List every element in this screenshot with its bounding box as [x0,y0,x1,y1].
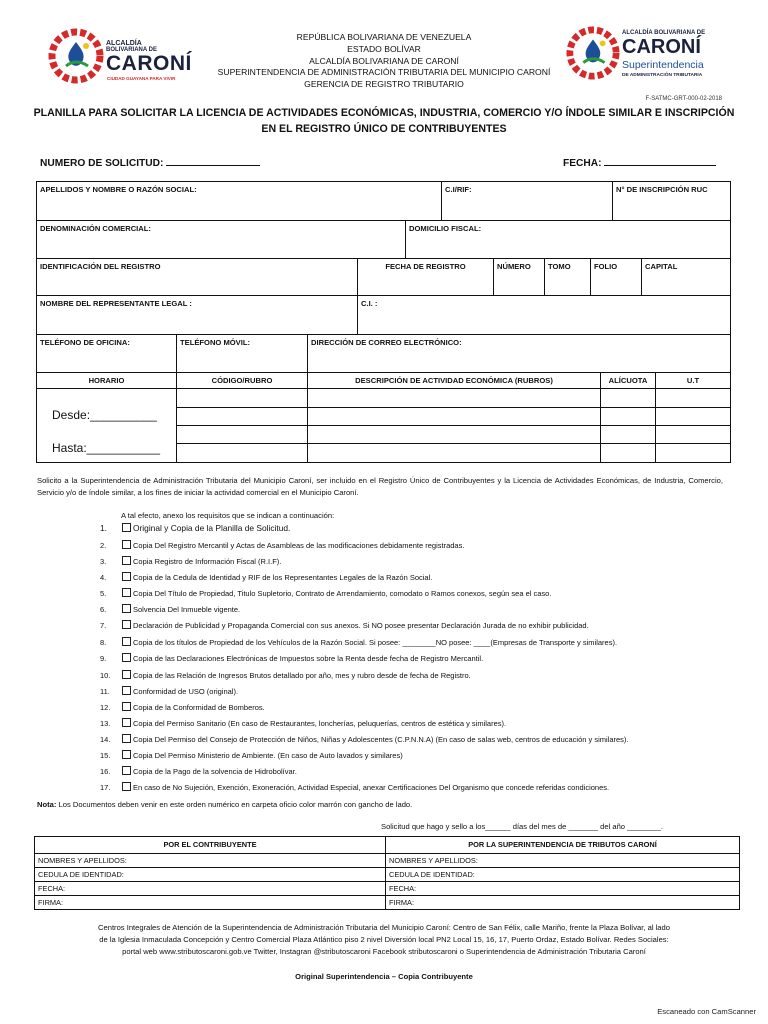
req-text: Declaración de Publicidad y Propaganda Comercial con sus anexos. Si NO posee presentar Declaración Jurada de no exhibir publicidad. [133,621,589,630]
superintendencia-header [385,836,740,854]
fecha-field[interactable] [604,155,716,166]
domicilio-field[interactable] [405,220,731,259]
checkbox[interactable] [122,588,131,597]
req-text: Original y Copia de la Planilla de Solicitud. [133,523,291,533]
checkbox[interactable] [122,766,131,775]
req-number: 11. [100,687,110,696]
logo-left-line2: BOLIVARIANA DE [106,47,157,53]
fecha-registro-field[interactable] [357,258,494,296]
cedula-label: CEDULA DE IDENTIDAD: [38,870,124,879]
scanner-watermark: Escaneado con CamScanner [657,1007,756,1016]
req-text: En caso de No Sujeción, Exención, Exoneración, Actividad Especial, anexar Certificaciones Del Organismo que concede referidas condiciones. [133,783,610,792]
representante-label: NOMBRE DEL REPRESENTANTE LEGAL : [40,299,192,308]
alicuota-label: ALÍCUOTA [608,376,648,385]
codigo-header [176,372,308,389]
req-text: Copia Del Permiso del Consejo de Protección de Niños, Niñas y Adolescentes (C.P.N.N.A) (En caso de salas web, centros de educación y similares). [133,735,629,744]
footer-line: de la Iglesia Inmaculada Concepción y Centro Comercial Plaza Atlántico piso 2 nivel Diversión local PN2 Local 15, 16, 17, Puerto Ordaz, Estado Bolívar. Redes Sociales: [99,934,669,944]
req-text: Copia Del Registro Mercantil y Actas de Asambleas de las modificaciones debidamente registradas. [133,541,465,550]
requirement-item [100,718,506,728]
req-text: Conformidad de USO (original). [133,687,239,696]
requirement-item [100,540,464,550]
req-text: Copia de la Pago de la solvencia de Hidrobolívar. [133,767,297,776]
req-text: Copia del Permiso Sanitario (En caso de Restaurantes, loncherías, peluquerías, centros de estética y similares). [133,719,507,728]
activity-row-1[interactable] [176,388,731,408]
checkbox[interactable] [122,637,131,646]
checkbox[interactable] [122,620,131,629]
original-copy-note: Original Superintendencia – Copia Contribuyente [295,972,473,981]
superintendencia-cedula-field[interactable] [385,867,740,882]
document-title [30,105,738,137]
req-number: 9. [100,654,107,663]
numero-solicitud [40,155,260,169]
requirement-item [100,653,483,663]
domicilio-label: DOMICILIO FISCAL: [409,224,482,233]
tomo-label: TOMO [548,262,571,271]
header-line: SUPERINTENDENCIA DE ADMINISTRACIÓN TRIBUTARIA DEL MUNICIPIO CARONÍ [217,67,551,78]
solicitud-line: Solicitud que hago y sello a los______ días del mes de _______ del año ________. [381,822,664,831]
req-number: 8. [100,638,107,647]
checkbox[interactable] [122,572,131,581]
fecha-registro-label: FECHA DE REGISTRO [385,262,466,271]
nota-text: Los Documentos deben venir en este orden numérico en carpeta oficio color marrón con gancho de lado. [56,800,413,809]
requirement-item [100,766,297,776]
requirement-item [100,604,240,614]
requirement-item [100,782,609,792]
document-code: F-SATMC-GRT-000-02-2018 [645,96,722,102]
numero-solicitud-field[interactable] [166,155,260,166]
checkbox[interactable] [122,523,131,532]
denominacion-field[interactable] [36,220,406,259]
activity-row-2[interactable] [176,407,731,426]
numero-label: NÚMERO [497,262,531,271]
req-number: 7. [100,621,107,630]
requirement-item [100,750,403,760]
apellidos-label: APELLIDOS Y NOMBRE O RAZÓN SOCIAL: [40,185,197,194]
contribuyente-fecha-field[interactable] [34,881,386,896]
superintendencia-fecha-field[interactable] [385,881,740,896]
contribuyente-header-label: POR EL CONTRIBUYENTE [163,840,257,849]
checkbox[interactable] [122,604,131,613]
req-text: Copia Del Título de Propiedad, Titulo Supletorio, Contrato de Arrendamiento, comodato o Ramos conexos, según sea el caso. [133,589,552,598]
ut-header [655,372,731,389]
req-number: 14. [100,735,111,744]
folio-field[interactable] [590,258,642,296]
logo-left-line1: ALCALDÍA [106,40,142,47]
superintendencia-header-label: POR LA SUPERINTENDENCIA DE TRIBUTOS CARONÍ [468,840,657,849]
hasta-field[interactable]: Hasta:___________ [52,441,161,455]
contribuyente-cedula-field[interactable] [34,867,386,882]
institution-header [190,32,578,91]
superintendencia-firma-field[interactable] [385,895,740,910]
checkbox[interactable] [122,670,131,679]
requirement-item [100,686,238,696]
checkbox[interactable] [122,686,131,695]
logo-left-line3: CARONÍ [106,52,192,75]
requirement-item [100,588,551,598]
req-number: 13. [100,719,111,728]
requisitos-intro: A tal efecto, anexo los requisitos que se indican a continuación: [121,511,335,520]
title-line: PLANILLA PARA SOLICITAR LA LICENCIA DE ACTIVIDADES ECONÓMICAS, INDUSTRIA, COMERCIO Y/O ÍNDOLE SIMILAR E INSCRIPCIÓN [33,107,735,119]
capital-label: CAPITAL [645,262,678,271]
title-line: EN EL REGISTRO ÚNICO DE CONTRIBUYENTES [261,123,507,135]
req-number: 5. [100,589,107,598]
req-number: 16. [100,767,111,776]
checkbox[interactable] [122,540,131,549]
req-number: 1. [100,523,107,533]
checkbox[interactable] [122,734,131,743]
requirement-item [100,637,617,647]
identificacion-field[interactable] [36,258,358,296]
apellidos-field[interactable] [36,181,442,221]
header-line: ALCALDÍA BOLIVARIANA DE CARONÍ [309,55,459,66]
req-number: 3. [100,557,107,566]
alcaldia-logo-left [48,28,198,86]
footer-line: Centros Integrales de Atención de la Superintendencia de Administración Tributaria del Municipio Caroní: Centro de San Félix, calle Mariño, frente la Plaza Bolívar, al lado [98,923,670,932]
codigo-label: CÓDIGO/RUBRO [211,376,273,385]
nombres-label: NOMBRES Y APELLIDOS: [38,856,127,865]
footer-line: portal web www.stributoscaroni.gob.ve Twitter, Instagran @stributoscaroni Facebook stributoscaroni o Superintendencia de Administración Tributaria Caroní [122,946,646,956]
numero-solicitud-label: NUMERO DE SOLICITUD: [40,158,164,169]
tomo-field[interactable] [544,258,591,296]
ci-rif-field[interactable] [441,181,613,221]
superintendencia-nombres-field[interactable] [385,853,740,868]
contribuyente-header [34,836,386,854]
descripcion-header [307,372,601,389]
representante-field[interactable] [36,295,358,335]
req-number: 6. [100,605,107,614]
requirement-item [100,670,471,680]
req-text: Copia de la Cedula de Identidad y RIF de los Representantes Legales de la Razón Social. [133,573,433,582]
activity-row-4[interactable] [176,443,731,463]
req-text: Copia de la Conformidad de Bomberos. [133,703,265,712]
req-text: Copia de las Relación de Ingresos Brutos detallado por año, mes y rubro desde de fecha de Registro. [133,671,471,680]
req-text: Copia de las Declaraciones Electrónicas de Impuestos sobre la Renta desde fecha de Registro Mercantil. [133,654,484,663]
requirement-item [100,734,629,744]
requirement-item [100,556,281,566]
logo-right-line1: ALCALDÍA BOLIVARIANA DE [622,30,706,36]
centros-atencion-footer [26,922,742,957]
descripcion-label: DESCRIPCIÓN DE ACTIVIDAD ECONÓMICA (RUBROS) [355,376,553,385]
inscripcion-ruc-field[interactable] [612,181,731,221]
ci-label: C.I. : [361,299,378,308]
folio-label: FOLIO [594,262,618,271]
identificacion-label: IDENTIFICACIÓN DEL REGISTRO [40,262,161,271]
requirement-item [100,523,290,533]
column-divider [307,388,308,463]
telefono-oficina-label: TELÉFONO DE OFICINA: [40,338,130,347]
checkbox[interactable] [122,718,131,727]
telefono-oficina-field[interactable] [36,334,177,373]
superintendencia-logo-right [566,26,726,86]
column-divider [655,388,656,463]
horario-label: HORARIO [88,376,125,385]
logo-left-tagline: CIUDAD GUAYANA PARA VIVIR [107,76,176,81]
nombres-label: NOMBRES Y APELLIDOS: [389,856,478,865]
req-number: 12. [100,703,111,712]
contribuyente-nombres-field[interactable] [34,853,386,868]
fecha-label: FECHA: [563,158,602,169]
alicuota-header [600,372,656,389]
requirement-item [100,572,432,582]
nota [37,800,412,809]
activity-row-3[interactable] [176,425,731,444]
req-text: Copia de los títulos de Propiedad de los Vehículos de la Razón Social. Si posee: ________NO posee: ____(Empresas de Transporte y similares). [133,638,618,647]
req-text: Copia Del Permiso Ministerio de Ambiente. (En caso de Auto lavados y similares) [133,751,403,760]
header-line: REPÚBLICA BOLIVARIANA DE VENEZUELA [296,32,472,42]
logo-right-line3: Superintendencia [622,59,704,71]
checkbox[interactable] [122,702,131,711]
column-divider [600,388,601,463]
req-number: 2. [100,541,107,550]
req-number: 4. [100,573,107,582]
header-line: GERENCIA DE REGISTRO TRIBUTARIO [304,79,464,90]
denominacion-label: DENOMINACIÓN COMERCIAL: [40,224,151,233]
ci-rif-label: C.I/RIF: [445,185,472,194]
correo-field[interactable] [307,334,731,373]
req-number: 17. [100,783,111,792]
requirement-item [100,620,589,630]
firma-label: FIRMA: [38,898,64,907]
gear-emblem-icon [48,28,104,84]
req-number: 10. [100,671,111,680]
checkbox[interactable] [122,750,131,759]
correo-label: DIRECCIÓN DE CORREO ELECTRÓNICO: [311,338,462,347]
header-line: ESTADO BOLÍVAR [347,43,421,54]
fecha-label: FECHA: [38,884,66,893]
fecha-solicitud [563,155,716,169]
req-text: Solvencia Del Inmueble vigente. [133,605,241,614]
contribuyente-firma-field[interactable] [34,895,386,910]
ut-label: U.T [686,376,700,385]
checkbox[interactable] [122,782,131,791]
telefono-movil-label: TELÉFONO MÓVIL: [180,338,251,347]
cedula-label: CEDULA DE IDENTIDAD: [389,870,475,879]
desde-field[interactable]: Desde:__________ [52,408,157,422]
logo-right-line2: CARONÍ [622,36,701,58]
req-text: Copia Registro de Información Fiscal (R.I.F). [133,557,282,566]
inscripcion-ruc-label: N° DE INSCRIPCIÓN RUC [616,185,708,194]
telefono-movil-field[interactable] [176,334,308,373]
checkbox[interactable] [122,653,131,662]
checkbox[interactable] [122,556,131,565]
numero-field[interactable] [493,258,545,296]
capital-field[interactable] [641,258,731,296]
horario-header [36,372,177,389]
solicitud-paragraph: Solicito a la Superintendencia de Administración Tributaria del Municipio Caroní, ser incluido en el Registro Único de Contribuyentes y la Licencia de Actividades Económicas, de Industria, Comercio, Servicio y/o de índole similar, a los fines de iniciar la actividad comercial en el Municipio Caroní. [37,476,723,497]
logo-right-line4: DE ADMINISTRACIÓN TRIBUTARIA [622,73,703,78]
nota-label: Nota: [37,800,57,809]
req-number: 15. [100,751,111,760]
fecha-label: FECHA: [389,884,417,893]
requirement-item [100,702,265,712]
ci-representante-field[interactable] [357,295,731,335]
firma-label: FIRMA: [389,898,415,907]
